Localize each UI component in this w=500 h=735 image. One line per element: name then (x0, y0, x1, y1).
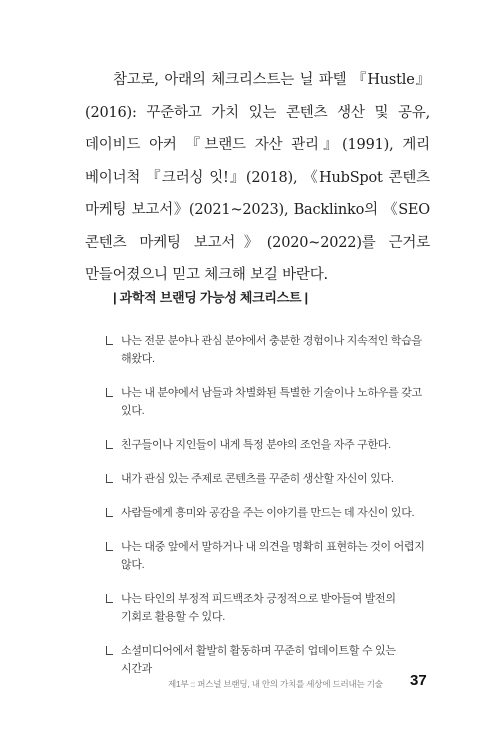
checklist-item-text: 내가 관심 있는 주제로 콘텐츠를 꾸준히 생산할 자신이 있다. (121, 473, 394, 485)
checklist-item (106, 538, 426, 574)
checklist-item (106, 470, 426, 488)
checklist-title: | 과학적 브랜딩 가능성 체크리스트 | (113, 290, 308, 305)
checklist-item-text: 친구들이나 지인들이 내게 특정 분야의 조언을 자주 구한다. (121, 439, 391, 451)
checklist-item (106, 384, 426, 420)
checklist-item (106, 590, 426, 626)
intro-paragraph: 참고로, 아래의 체크리스트는 닐 파텔 『Hustle』(2016): 꾸준하고 가치 있는 콘텐츠 생산 및 공유, 데이비드 아커 『브랜드 자산 관리』(1991), 게리 베이너척 『크러싱 잇!』(2018), 《HubSpot 콘텐츠 마케팅 보고서》(2021~2023), Backlinko의 《SEO 콘텐츠 마케팅 보고서》(2020~2022)를 근거로 만들어졌으니 믿고 체크해 보길 바란다. (85, 72, 430, 283)
checklist-item-text: 나는 내 분야에서 남들과 차별화된 특별한 기술이나 노하우를 갖고 있다. (121, 387, 422, 417)
checkbox-icon[interactable] (106, 440, 113, 449)
checklist-item-text: 나는 타인의 부정적 피드백조차 긍정적으로 받아들여 발전의 기회로 활용할 수 있다. (121, 593, 396, 623)
checkbox-icon[interactable] (106, 508, 113, 517)
page-number: 37 (410, 672, 427, 689)
checklist-item (106, 332, 426, 368)
checkbox-icon[interactable] (106, 388, 113, 397)
checkbox-icon[interactable] (106, 542, 113, 551)
checklist-item (106, 642, 426, 678)
checkbox-icon[interactable] (106, 336, 113, 345)
checklist-item-text: 소셜미디어에서 활발히 활동하며 꾸준히 업데이트할 수 있는 시간과 (121, 645, 396, 675)
checklist-item (106, 504, 426, 522)
checklist-item-text: 사람들에게 흥미와 공감을 주는 이야기를 만드는 데 자신이 있다. (121, 507, 415, 519)
checkbox-icon[interactable] (106, 474, 113, 483)
checkbox-icon[interactable] (106, 594, 113, 603)
checkbox-icon[interactable] (106, 646, 113, 655)
checklist (106, 332, 426, 694)
checklist-item-text: 나는 대중 앞에서 말하거나 내 의견을 명확히 표현하는 것이 어렵지 않다. (121, 541, 425, 571)
checklist-item (106, 436, 426, 454)
running-footer: 제1부 :: 퍼스널 브랜딩, 내 안의 가치를 세상에 드러내는 기술 (168, 679, 383, 689)
checklist-item-text: 나는 전문 분야나 관심 분야에서 충분한 경험이나 지속적인 학습을 해왔다. (121, 335, 422, 365)
